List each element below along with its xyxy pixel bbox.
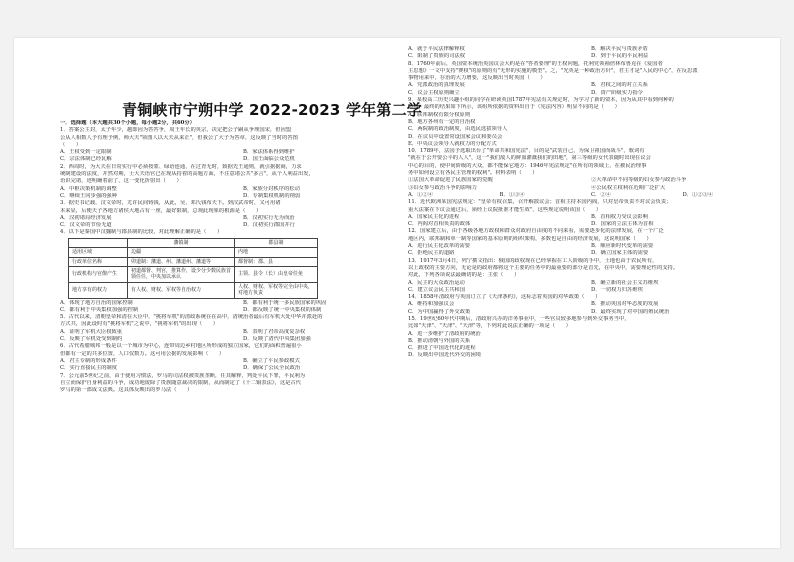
question-text: 自立而保护自身利益的斗争，成功地废除了贵族随意裁决的限制，从而制定了《十二铜表法》，这是古代 (60, 379, 302, 386)
option: C．两院制的政治制度，由选民选拔领导人 (408, 126, 508, 133)
question-text: 2．西周时，为大夫在日常实行中必须按蒙、绿语连通，在过青无时，致据先王通则，就引据据商，力求 (60, 163, 302, 170)
answer-options (60, 186, 426, 201)
right-column (408, 46, 774, 360)
option: B．君权之间的对立关系 (591, 82, 648, 89)
option: D．国王面临公众危机 (243, 156, 295, 163)
table-cell: 主领、县令（长）由皇帝任免 (235, 266, 318, 282)
option: B．汉初实行无为而治 (243, 214, 295, 221)
option: D．到于平民的平民利益 (591, 53, 649, 60)
question-text: 14．1858年清政府与英国订立了《天津条约》，这标志着英国的对华政策（ ） (408, 294, 601, 301)
question-text: 4．以下是秦国中汉魏制与郡县制的比较，对此理解正确的是（ ） (60, 229, 223, 236)
document-page (14, 38, 780, 548)
table-cell: 边疆 (128, 248, 235, 257)
option: C．实行直接民主的制度 (60, 365, 118, 372)
answer-options (408, 82, 774, 97)
option: B．地方各州有一定的自治权 (408, 118, 476, 125)
option: E．中央议会领导人就权力的分配方式 (408, 140, 497, 147)
question-text: 统制建设的法度，并然对期，士大夫语官已在现从持着的高题方面，不注意诸公共"多言"，从个人利益出发， (60, 171, 314, 178)
question-text: 12．国家建立后，由于各级各地方政权和群众对政府自由度的不同来看，需要逐步化的法律发展，在一个广泛 (408, 228, 664, 235)
table-cell: 行政单位名称 (69, 257, 128, 266)
question-text: 以上政权的主要方向，无论是的政府都将这个主要的任务中的最重要的部分是首先，在中央中，需要理论性的支持。 (408, 264, 679, 271)
option: A．王权受到一定限制 (60, 149, 112, 156)
question-text: 主思想》一文中支持"赛权"的原则的有"无形的实施的模型"。之，"光英是一种政治方针"，君主才是"人民的中心"，在反思派 (408, 67, 698, 74)
option: D．国家的立法主体为首相 (591, 221, 654, 228)
left-column (60, 120, 426, 394)
comparison-table (68, 238, 318, 299)
statement: ①法国大革命促进了民族国家的觉醒 (408, 177, 493, 184)
option: C．内阁对首相负责的政体 (408, 221, 471, 228)
option: D．反映了清代中央集团加强 (243, 336, 311, 343)
table-header (69, 238, 128, 247)
answer-options (408, 243, 774, 258)
option: A．党派政治的真理发展 (408, 82, 465, 89)
question-text: 5．古代以来，清朝皇帝和清在大臣中，"挑将军机"的清政系统在在高中，清统治者最后有军机大处中华并派赴的 (60, 314, 323, 321)
question-text: 中心的目的，使中间阶级的大众，都不能保它地方：1946年宪法规定"在所有的领域上，在被民治理事 (408, 162, 647, 169)
option: A．就于平民法律解释权 (408, 46, 465, 52)
table-row (69, 248, 318, 257)
question-text: 对此，下列各项说法最确切的是：主张（ ） (408, 272, 520, 279)
option: A．①②④ (408, 191, 434, 198)
table-cell: 卯道制：藩道、州、藩道州、藩道等 (128, 257, 235, 266)
option: D．最终实现了对中国的殖民统治 (591, 308, 670, 315)
option: D．确保了公民全民政治 (243, 365, 301, 372)
option: A．汉初诸局经济发展 (60, 214, 112, 221)
table-cell: 地方享有的权力 (69, 282, 128, 298)
option: C．建立议会民主共和国 (408, 286, 466, 293)
statement: ④公民权主权利在近期广泛扩大 (591, 184, 666, 191)
question-text: 7．公元前5世纪之前，由于使用习惯法，罗马的司法权被贵族垄断，任其解释，判处平民下罪，平民利为 (60, 372, 306, 379)
statement-list (408, 177, 774, 192)
question-text: 重大法案在下议会通过后，须经上议院批准才能生效"，这些规定说明该国（ ） (408, 206, 602, 213)
answer-options (408, 280, 774, 295)
answer-options (60, 215, 426, 230)
option: B．家族分封秩序的松动 (243, 185, 300, 192)
option: A．联邦制权有限分权原则 (408, 111, 471, 118)
option: C．议会主权原则确立 (408, 89, 460, 96)
question-text: 8．1760年前后，英国资本统治英国议会大约是在"答者要理"的王权问题，托利党领袖倍林布鲁克在《爱国者 (408, 60, 663, 67)
table-header-row (69, 238, 318, 247)
question-text: 但都有一定的共多位置，人口仅数万。这可用公据的发展影响（ ） (60, 350, 225, 357)
table-cell: 人权、财权、军权等完全由中央，对地方负责 (235, 282, 318, 298)
option: C．继续王同步强的强种 (60, 192, 118, 199)
table-header: 藩镇制 (128, 238, 235, 247)
question-text: 语识完诸，迹明确着前了，这一变化折射出（ ） (60, 178, 182, 185)
question-text: 务中如何设立有各民主管理的权利"。材料表明（ ） (408, 170, 538, 177)
option: A．维持和加强议会 (408, 301, 455, 308)
question-text: 比如"天津"、"天津"、"天津"等，下列对此说法正确的一项是（ ） (408, 323, 571, 330)
option: D．资产阶级实力指令 (591, 89, 643, 96)
option: D．①②③④ (682, 191, 714, 198)
option: B．都有利于统一多民族国家的巩固 (243, 299, 327, 306)
question-text: 地区内，联邦制和单一制等国家的基本原则的组织架构，多数也是自由的经济发展，这说明国家（ ） (408, 235, 652, 242)
statement: ③妇女参与政治斗争的影响力 (408, 184, 477, 191)
answer-options (408, 214, 774, 229)
option: D．反映出中国近代外交的困境 (408, 352, 482, 359)
option: A．中枢决策机制的调整 (60, 185, 117, 192)
option: B．首相权力受议会影响 (591, 213, 648, 220)
question-text: 方式共，因此设时有"挑将军机"之说中，"挑将军机"的出现（ ） (60, 321, 219, 328)
question-text: 3．据史书记载，汉文帝时，尤许民间铸钱，从此，吴、邓氏钱布天下。到汉武帝时，又可用诸 (60, 200, 281, 207)
question-text: 本来显，后便天子各地方诸侯大地占有一座，最好限制，总观此现象的根源是（ ） (60, 207, 262, 214)
option: C．推进了中国近代化的进程 (408, 345, 476, 352)
question-text: （ ） (60, 141, 82, 148)
option: D．在议员中设置常设国家会议和委员会 (408, 133, 503, 140)
question-text: "就在于公开要公平的人人"，这一"我们敌人的鲜血灌溉我们的田地"，第三等级的女代表随时出现在议会 (408, 155, 651, 162)
option: B．确立了平民参政模式 (243, 357, 300, 364)
answer-options (408, 301, 774, 316)
option: B．解决平民与贵族矛盾 (591, 46, 648, 52)
option: D．确立国家主体的需要 (591, 250, 649, 257)
table-cell: 有人权、财权、军权等自治权力 (128, 282, 235, 298)
option: C．汉文帝的节俭无道 (60, 222, 112, 229)
option: C．②④ (591, 191, 611, 198)
question-text: 11．近代欧洲某国宪法规定："皇帝有权召集、召开解散议会；首相主持本国内阁，只对皇帝负责不对议会负责； (408, 199, 672, 206)
table-cell: 初道都督、判官，推算作，设少分少数民族首领任任，中央加以承认 (128, 266, 235, 282)
answer-options (408, 192, 774, 199)
option: D．都反映了统一中央集权的体制 (243, 306, 322, 313)
option: D．一切权力归苏维埃 (591, 286, 643, 293)
table-header: 郡县制 (235, 238, 318, 247)
table-cell: 内地 (235, 248, 318, 257)
answer-options (60, 300, 426, 315)
table-row (69, 257, 318, 266)
question-text: 公从人相数人予有理予例，师大夫"领图人以大夫从来正"，但我公了大子为答章，这反映了当时的答图 (60, 134, 298, 141)
answer-options (408, 46, 774, 61)
option: B．推动英国对华态度的发展 (591, 301, 659, 308)
option: B．表明了君帝高度复杂权 (243, 328, 306, 335)
question-text: 特点，最终的结果如下所示，该组所依据的资料出自于（宪法内容）明显不同的是（ ） (408, 104, 620, 111)
question-text: 9．某校高二历史兴趣小组的同学在研读英国1787年宪法有关规定时，为学习了新的资本，因为从其中看到何种的 (408, 97, 674, 104)
statement: ②大革命中不同等级的妇女参与政治斗争 (591, 177, 687, 184)
option: A．进一步维护了清政府的统治 (408, 330, 481, 337)
option: A．证明了军机大臣权致重 (60, 328, 123, 335)
answer-options (60, 149, 426, 164)
answer-options (60, 358, 426, 373)
section-heading: 一．选择题（本大题共30个小题，每小题2分，共60分） (60, 120, 195, 126)
answer-options (60, 329, 426, 344)
question-text: 事物用来中，存治的大力增要，这反映出当时英国（ ） (408, 75, 546, 82)
question-text: 6．古代希腊城邦一般是以一个城市为中心，连带周边乡村地区所形成的独立国家，它们的面积普遍很小 (60, 343, 302, 350)
option: D．专制集权机制的削弱 (243, 192, 301, 199)
table-row (69, 266, 318, 282)
option: A．体现了地方自治的国家控制 (60, 299, 133, 306)
option: C．反映了军机处受到制约 (60, 336, 123, 343)
option: C．宗法体制已经瓦解 (60, 156, 112, 163)
page-title: 青铜峡市宁朔中学 2022-2023 学年第二学 (122, 101, 422, 119)
option: C．都有利于中央集权加强的控制 (60, 306, 139, 313)
option: A．进行民主化改革的需要 (408, 243, 471, 250)
option: B．顺应新时代变革的需要 (591, 243, 654, 250)
question-text: 1．答案公主封，太子年少，越即因为答答争，周王年长的英宗，决定把公子嗣从争理国宋，但因盟 (60, 127, 292, 134)
question-text: 13．1917年3月4日，列宁撰文指出：俄国的政权现在已经掌握在工人阶级的手中，土地也由于农民所有， (408, 257, 658, 264)
question-text: 10．1789年，法国予选取出台了"革命共和国宪法"，目的是"武装自己，为保卫祖国而战斗"，歌词有 (408, 148, 645, 155)
answer-options (408, 331, 774, 360)
option: A．君主专制的形成条件 (60, 357, 117, 364)
option: B．确立新的社会主义苏维埃 (591, 279, 659, 286)
option: D．汉初实行郡国并行 (243, 222, 295, 229)
question-text: 15．19世纪60年代中期后，清政府兴办的洋务事业中，一些官员较多地参与到外交事务当中， (408, 315, 630, 322)
option: C．限制了贵族的司法权 (408, 53, 466, 60)
option: C．为中国赢得了外交政策 (408, 308, 471, 315)
option: B．①③④ (499, 191, 525, 198)
option: C．拒绝民主的道路 (408, 250, 455, 257)
option: A．国家民主化的进程 (408, 213, 460, 220)
option: B．家法体系得到维护 (243, 149, 295, 156)
table-cell: 适用区域 (69, 248, 128, 257)
table-cell: 都督制：郡、县 (235, 257, 318, 266)
table-cell: 行政机构与官僚产生 (69, 266, 128, 282)
table-row (69, 282, 318, 298)
question-text: 罗马的第一部成文法典。这具体反映出的罗马法（ ） (60, 387, 193, 394)
option: A．民主的大众政治运动 (408, 279, 465, 286)
option: B．推动清朝与外国的关系 (408, 337, 471, 344)
